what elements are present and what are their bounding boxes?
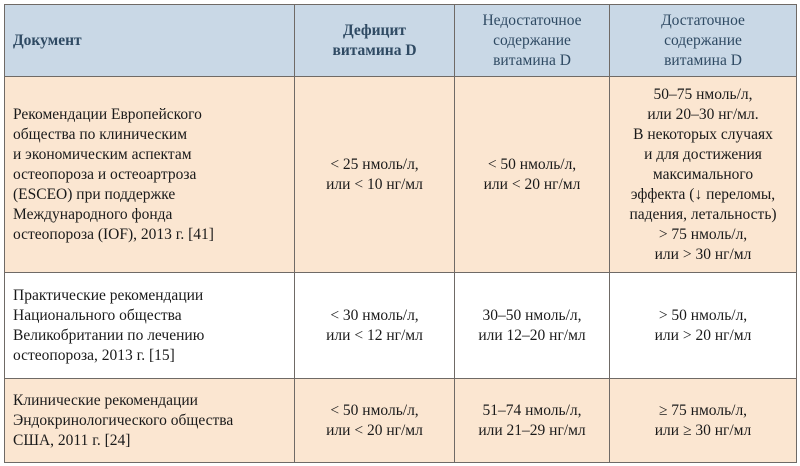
header-deficit: Дефицит витамина D <box>295 5 455 77</box>
cell-sufficient: ≥ 75 нмоль/л, или ≥ 30 нг/мл <box>610 379 797 463</box>
header-sufficient: Достаточное содержание витамина D <box>610 5 797 77</box>
cell-sufficient: 50–75 нмоль/л, или 20–30 нг/мл. В некоторых случаях и для достижения максимального эффекта (↓ переломы, падения, летальность) > 75 нмоль/л, или > 30 нг/мл <box>610 77 797 273</box>
vitamin-d-table <box>4 4 797 463</box>
header-document: Документ <box>5 5 295 77</box>
cell-insufficient: 51–74 нмоль/л, или 21–29 нг/мл <box>455 379 610 463</box>
table-row <box>5 379 797 463</box>
cell-sufficient: > 50 нмоль/л, или > 20 нг/мл <box>610 273 797 379</box>
cell-deficit: < 25 нмоль/л, или < 10 нг/мл <box>295 77 455 273</box>
cell-insufficient: 30–50 нмоль/л, или 12–20 нг/мл <box>455 273 610 379</box>
cell-deficit: < 50 нмоль/л, или < 20 нг/мл <box>295 379 455 463</box>
cell-document: Рекомендации Европейского общества по клиническим и экономическим аспектам остеопороза и остеоартроза (ESCEO) при поддержке Международного фонда остеопороза (IOF), 2013 г. [41] <box>5 77 295 273</box>
header-insufficient: Недостаточное содержание витамина D <box>455 5 610 77</box>
cell-document: Практические рекомендации Национального общества Великобритании по лечению остеопороза, 2013 г. [15] <box>5 273 295 379</box>
table-row <box>5 273 797 379</box>
cell-insufficient: < 50 нмоль/л, или < 20 нг/мл <box>455 77 610 273</box>
cell-document: Клинические рекомендации Эндокринологического общества США, 2011 г. [24] <box>5 379 295 463</box>
header-row <box>5 5 797 77</box>
table-row <box>5 77 797 273</box>
cell-deficit: < 30 нмоль/л, или < 12 нг/мл <box>295 273 455 379</box>
